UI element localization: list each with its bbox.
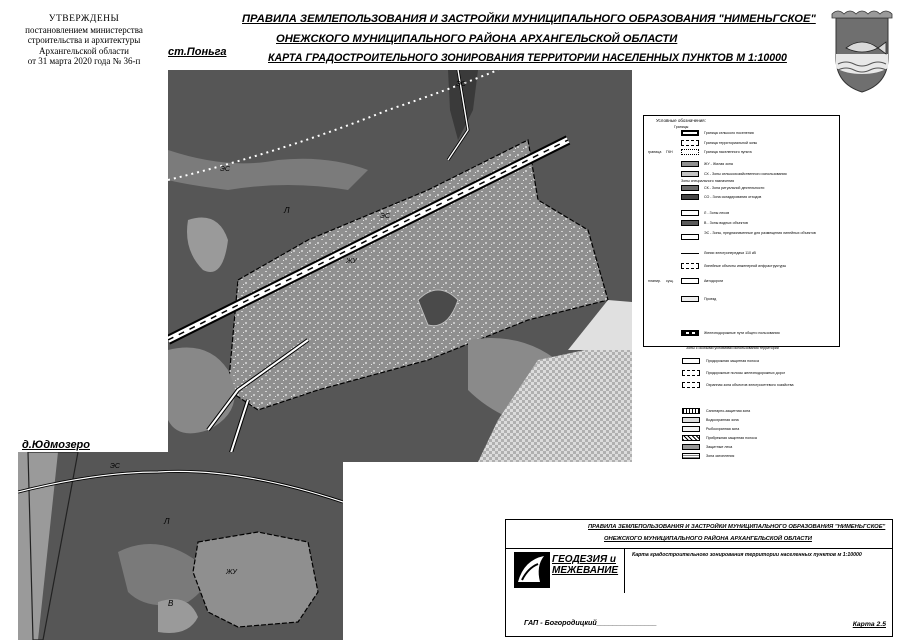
divider	[506, 548, 892, 549]
legend-symbol	[681, 234, 699, 240]
legend-label: Придорожные полосы железнодорожных дорог	[706, 371, 786, 375]
legend-label: Санитарно-защитная зона	[706, 409, 751, 413]
legend-symbol	[681, 278, 699, 284]
legend-side-label: планир.	[648, 279, 662, 283]
sheet-number: Карта 2.5	[852, 621, 886, 628]
zone-label-l: Л	[164, 517, 170, 526]
legend-symbol	[681, 220, 699, 226]
zone-label-es: ЭС	[456, 81, 466, 88]
legend-symbol	[681, 330, 699, 336]
zone-label-zhu: ЖУ	[226, 569, 237, 576]
zone-label-zhu: ЖУ	[346, 258, 357, 265]
title-block-map-name: Карта градостроительного зонирования территории населенных пунктов м 1:10000	[632, 552, 862, 558]
legend-symbol	[681, 253, 699, 254]
document-subtitle: ОНЕЖСКОГО МУНИЦИПАЛЬНОГО РАЙОНА АРХАНГЕЛЬСКОЙ ОБЛАСТИ	[276, 33, 678, 45]
approval-date: от 31 марта 2020 года № 36-п	[27, 56, 141, 66]
legend-title: Условные обозначения:	[656, 118, 706, 123]
chief-architect-line: ГАП - Богородицкий_______________	[524, 618, 657, 627]
legend-label: Придорожная защитная полоса	[706, 359, 759, 363]
legend-side-label: граница	[648, 150, 662, 154]
legend-heading: Границы	[674, 125, 689, 129]
zone-label-l: Л	[284, 206, 290, 215]
legend-symbol	[681, 171, 699, 177]
zone-label-v: В	[168, 599, 174, 608]
legend-symbol	[681, 296, 699, 302]
legend-label: ЖУ - Жилая зона	[704, 162, 733, 166]
legend-symbol	[682, 417, 700, 423]
map-title: КАРТА ГРАДОСТРОИТЕЛЬНОГО ЗОНИРОВАНИЯ ТЕРРИТОРИИ НАСЕЛЕННЫХ ПУНКТОВ М 1:10000	[268, 52, 787, 64]
legend-label: Проезд	[704, 297, 717, 301]
legend-symbol	[682, 444, 700, 450]
legend-label: Водоохранная зона	[706, 418, 739, 422]
legend-symbol	[681, 263, 699, 269]
legend-label: СХ - Зоны сельскохозяйственного использования	[704, 172, 787, 176]
legend-symbol	[682, 435, 700, 441]
legend-label: СК - Зона ритуальной деятельности	[704, 186, 765, 190]
residential-zone	[193, 532, 318, 627]
legend-label: Зона затопления	[706, 454, 735, 458]
legend-label: Линейные объекты инженерной инфраструктуры	[704, 264, 787, 268]
legend2-heading-text: Зоны с особыми условиями использования территории	[686, 346, 779, 350]
legend-label: Граница населенного пункта	[704, 150, 752, 154]
legend-symbol	[682, 408, 700, 414]
map-legend	[643, 115, 840, 347]
legend-heading: Зоны специального назначения	[681, 179, 735, 183]
legend-symbol	[681, 185, 699, 191]
title-block-line: ОНЕЖСКОГО МУНИЦИПАЛЬНОГО РАЙОНА АРХАНГЕЛЬСКОЙ ОБЛАСТИ	[604, 536, 812, 542]
coat-of-arms-emblem	[830, 8, 894, 94]
legend-symbol	[682, 382, 700, 388]
restrictions-legend	[682, 346, 832, 466]
approval-block	[8, 14, 160, 67]
zone-label-es: ЭС	[220, 166, 230, 173]
legend-symbol	[681, 194, 699, 200]
legend-label: Железнодорожные пути общего пользования	[704, 331, 780, 335]
legend-label: Граница территориальной зоны	[704, 141, 758, 145]
logo-mark-icon	[514, 552, 550, 588]
legend-label: Прибрежная защитная полоса	[706, 436, 757, 440]
legend-symbol	[682, 358, 700, 364]
legend-symbol	[681, 140, 699, 146]
legend-symbol	[682, 426, 700, 432]
approval-line: постановлением министерства	[25, 24, 143, 35]
legend-label: Охранная зона объектов электросетевого хозяйства	[706, 383, 794, 387]
legend-label: Защитные леса	[706, 445, 733, 449]
legend-label: ЭС - Зоны, предназначенные для размещения линейных объектов	[704, 231, 816, 235]
approval-line: Архангельской области	[39, 45, 129, 56]
title-block	[505, 519, 893, 637]
divider	[624, 548, 625, 593]
legend-side-label: ГКН	[666, 150, 673, 154]
title-block-line: ПРАВИЛА ЗЕМЛЕПОЛЬЗОВАНИЯ И ЗАСТРОЙКИ МУНИЦИПАЛЬНОГО ОБРАЗОВАНИЯ "НИМЕНЬГСКОЕ"	[588, 524, 886, 530]
yudmozero-zoning-map	[18, 452, 343, 640]
legend-label: Автодороги	[704, 279, 724, 283]
place-label-yudmozero: д.Юдмозеро	[22, 439, 90, 451]
legend-label: Линии электропередачи 110 кВ	[704, 251, 756, 255]
legend-label: СО - Зона складирования отходов	[704, 195, 762, 199]
legend-label: Л - Зоны лесов	[704, 211, 730, 215]
zone-label-es: ЭС	[110, 463, 120, 470]
legend-label: Граница сельского поселения	[704, 131, 754, 135]
legend-side-label: сущ.	[666, 279, 674, 283]
legend-symbol	[682, 453, 700, 459]
approval-line: строительства и архитектуры	[27, 35, 141, 45]
zone-label-es: ЭС	[380, 213, 390, 220]
legend-symbol	[681, 210, 699, 216]
approval-heading: УТВЕРЖДЕНЫ	[48, 14, 120, 24]
main-zoning-map	[168, 70, 632, 462]
legend-label: Рыбоохранная зона	[706, 427, 740, 431]
company-logo	[512, 550, 620, 590]
place-label-ponga: ст.Поньга	[168, 46, 227, 58]
logo-text: МЕЖЕВАНИЕ	[552, 565, 619, 576]
legend-symbol	[681, 149, 699, 155]
logo-text: ГЕОДЕЗИЯ и	[552, 554, 617, 565]
legend-label: В - Зоны водных объектов	[704, 221, 748, 225]
legend-symbol	[681, 161, 699, 167]
document-title: ПРАВИЛА ЗЕМЛЕПОЛЬЗОВАНИЯ И ЗАСТРОЙКИ МУНИЦИПАЛЬНОГО ОБРАЗОВАНИЯ "НИМЕНЬГСКОЕ"	[242, 13, 816, 25]
legend-symbol	[681, 130, 699, 136]
legend-symbol	[682, 370, 700, 376]
